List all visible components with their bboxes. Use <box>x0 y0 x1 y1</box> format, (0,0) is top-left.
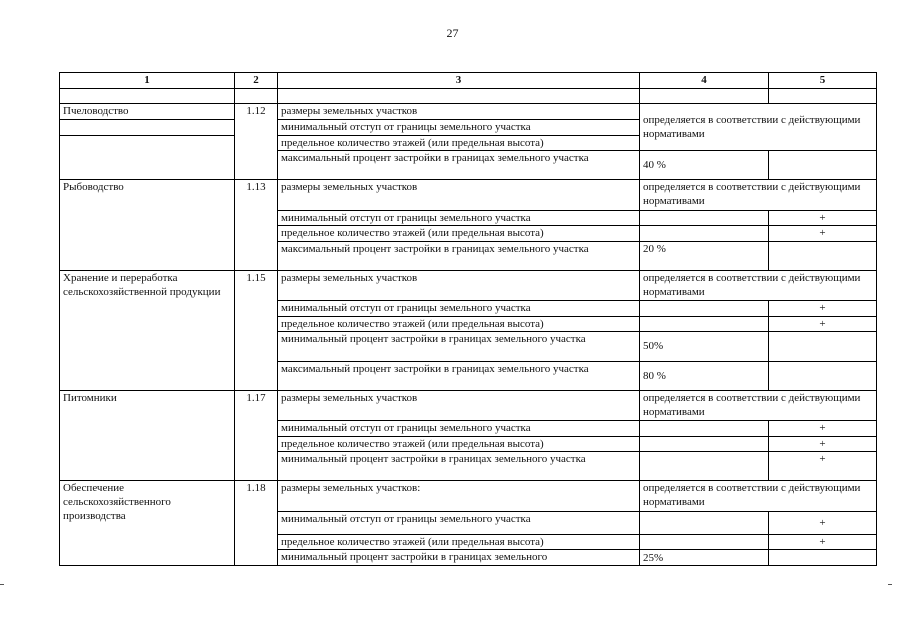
use-code-cell: 1.15 <box>235 270 278 390</box>
col-header-3: 3 <box>278 73 640 89</box>
value-cell: + <box>769 534 877 550</box>
use-name-cell: Рыбоводство <box>60 180 235 271</box>
value-cell: 20 % <box>640 241 769 270</box>
param-cell: предельное количество этажей (или предельная высота) <box>278 316 640 332</box>
param-cell: размеры земельных участков <box>278 390 640 420</box>
value-cell <box>769 550 877 566</box>
value-cell: + <box>769 210 877 226</box>
value-cell-merged: определяется в соответствии с действующими нормативами <box>640 270 877 300</box>
table-row <box>60 270 877 300</box>
crop-mark <box>888 584 892 585</box>
value-cell <box>640 301 769 317</box>
value-cell <box>640 210 769 226</box>
use-code-cell: 1.13 <box>235 180 278 271</box>
value-cell: 80 % <box>640 361 769 390</box>
use-name-cell: Обеспечение сельскохозяйственного производства <box>60 481 235 566</box>
value-cell-merged: определяется в соответствии с действующими нормативами <box>640 104 877 151</box>
use-name-cell: Хранение и переработка сельскохозяйственной продукции <box>60 270 235 390</box>
blank-cell <box>278 88 640 104</box>
use-code-cell: 1.18 <box>235 481 278 566</box>
param-cell: размеры земельных участков <box>278 180 640 210</box>
value-cell <box>640 511 769 534</box>
value-cell <box>640 420 769 436</box>
value-cell: + <box>769 452 877 481</box>
param-cell: минимальный отступ от границы земельного участка <box>278 119 640 135</box>
blank-cell <box>769 88 877 104</box>
param-cell: минимальный отступ от границы земельного участка <box>278 420 640 436</box>
value-cell-merged: определяется в соответствии с действующими нормативами <box>640 180 877 210</box>
value-cell <box>640 316 769 332</box>
table-row <box>60 481 877 511</box>
table-header-row <box>60 73 877 89</box>
param-cell: предельное количество этажей (или предельная высота) <box>278 436 640 452</box>
use-code-cell: 1.17 <box>235 390 278 481</box>
regulations-table <box>59 72 877 566</box>
value-cell <box>769 151 877 180</box>
col-header-4: 4 <box>640 73 769 89</box>
param-cell: минимальный процент застройки в границах земельного участка <box>278 332 640 361</box>
table-row <box>60 390 877 420</box>
value-cell: 50% <box>640 332 769 361</box>
value-cell: + <box>769 420 877 436</box>
col-header-2: 2 <box>235 73 278 89</box>
value-cell-merged: определяется в соответствии с действующими нормативами <box>640 481 877 511</box>
col-header-5: 5 <box>769 73 877 89</box>
value-cell <box>769 361 877 390</box>
param-cell: предельное количество этажей (или предельная высота) <box>278 226 640 242</box>
table-row <box>60 180 877 210</box>
blank-cell <box>235 88 278 104</box>
param-cell: размеры земельных участков <box>278 270 640 300</box>
param-cell: размеры земельных участков: <box>278 481 640 511</box>
value-cell <box>640 452 769 481</box>
param-cell: минимальный отступ от границы земельного участка <box>278 511 640 534</box>
blank-row <box>60 88 877 104</box>
value-cell: + <box>769 301 877 317</box>
value-cell: + <box>769 316 877 332</box>
param-cell: минимальный отступ от границы земельного участка <box>278 301 640 317</box>
blank-cell <box>60 88 235 104</box>
blank-cell <box>640 88 769 104</box>
col-header-1: 1 <box>60 73 235 89</box>
use-code-cell: 1.12 <box>235 104 278 180</box>
page-number: 27 <box>446 26 459 40</box>
param-cell: максимальный процент застройки в границах земельного участка <box>278 241 640 270</box>
param-cell: минимальный отступ от границы земельного участка <box>278 210 640 226</box>
value-cell: + <box>769 511 877 534</box>
param-cell: максимальный процент застройки в границах земельного участка <box>278 151 640 180</box>
value-cell: + <box>769 226 877 242</box>
value-cell <box>769 332 877 361</box>
crop-mark <box>0 584 4 585</box>
value-cell: 40 % <box>640 151 769 180</box>
param-cell: предельное количество этажей (или предельная высота) <box>278 135 640 151</box>
value-cell-merged: определяется в соответствии с действующими нормативами <box>640 390 877 420</box>
use-name-cell <box>60 119 235 135</box>
param-cell: предельное количество этажей (или предельная высота) <box>278 534 640 550</box>
param-cell: минимальный процент застройки в границах земельного <box>278 550 640 566</box>
table-row <box>60 104 877 120</box>
param-cell: максимальный процент застройки в границах земельного участка <box>278 361 640 390</box>
value-cell: + <box>769 436 877 452</box>
value-cell: 25% <box>640 550 769 566</box>
use-name-cell <box>60 135 235 180</box>
value-cell <box>640 534 769 550</box>
param-cell: минимальный процент застройки в границах земельного участка <box>278 452 640 481</box>
value-cell <box>769 241 877 270</box>
value-cell <box>640 226 769 242</box>
value-cell <box>640 436 769 452</box>
param-cell: размеры земельных участков <box>278 104 640 120</box>
use-name-cell: Пчеловодство <box>60 104 235 120</box>
use-name-cell: Питомники <box>60 390 235 481</box>
